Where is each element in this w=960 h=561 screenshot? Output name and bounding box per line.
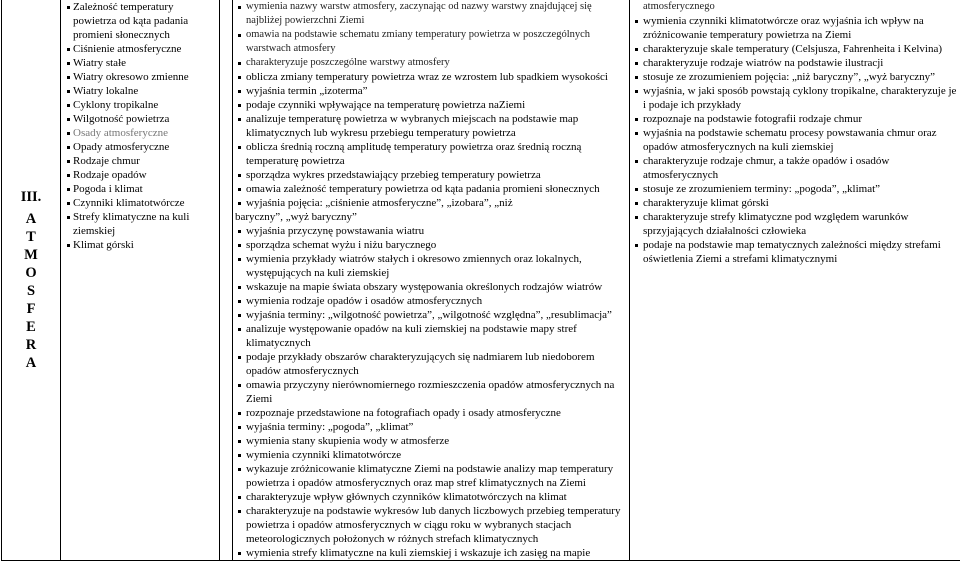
section-letter: M bbox=[24, 247, 38, 263]
requirement-item: wyjaśnia terminy: „wilgotność powietrza”, „wilgotność względna”, „resublimacja” bbox=[235, 308, 629, 322]
section-letter: S bbox=[26, 283, 36, 299]
topic-item: Ciśnienie atmosferyczne bbox=[65, 42, 219, 56]
curriculum-table bbox=[1, 0, 960, 561]
requirement-item: charakteryzuje skale temperatury (Celsjusza, Fahrenheita i Kelvina) bbox=[632, 42, 960, 56]
requirement-item: charakteryzuje rodzaje wiatrów na podstawie ilustracji bbox=[632, 56, 960, 70]
requirement-item: podaje przykłady obszarów charakteryzujących się nadmiarem lub niedoborem opadów atmosferycznych bbox=[235, 350, 629, 378]
requirement-item: wykazuje zróżnicowanie klimatyczne Ziemi na podstawie analizy map temperatury powietrza i opadów atmosferycznych oraz map stref klimatycznych na Ziemi bbox=[235, 462, 629, 490]
requirement-item: wyjaśnia na podstawie schematu procesy powstawania chmur oraz opadów atmosferycznych na kuli ziemskiej bbox=[632, 126, 960, 154]
section-letter: E bbox=[26, 319, 36, 335]
requirement-item: wymienia czynniki klimatotwórcze oraz wyjaśnia ich wpływ na zróżnicowanie temperatury powietrza na Ziemi bbox=[632, 14, 960, 42]
requirement-item: wyjaśnia przyczynę powstawania wiatru bbox=[235, 224, 629, 238]
requirement-item: wyjaśnia terminy: „pogoda”, „klimat” bbox=[235, 420, 629, 434]
requirement-item: charakteryzuje rodzaje chmur, a także opadów i osadów atmosferycznych bbox=[632, 154, 960, 182]
requirement-item: charakteryzuje wpływ głównych czynników klimatotwórczych na klimat bbox=[235, 490, 629, 504]
requirement-item: charakteryzuje poszczególne warstwy atmosfery bbox=[235, 56, 629, 70]
section-letter: A bbox=[25, 211, 37, 227]
requirement-item: rozpoznaje na podstawie fotografii rodzaje chmur bbox=[632, 112, 960, 126]
requirement-item: analizuje temperaturę powietrza w wybranych miejscach na podstawie map klimatycznych lub wykresu przebiegu temperatury powietrza bbox=[235, 112, 629, 140]
requirement-item: wymienia czynniki klimatotwórcze bbox=[235, 448, 629, 462]
topic-item: Cyklony tropikalne bbox=[65, 98, 219, 112]
requirement-item: atmosferycznego bbox=[643, 1, 715, 12]
topic-item: Opady atmosferyczne bbox=[65, 140, 219, 154]
requirement-item: wymienia przykłady wiatrów stałych i okresowo zmiennych oraz lokalnych, występujących na kuli ziemskiej bbox=[235, 252, 629, 280]
section-number: III. bbox=[20, 189, 42, 205]
table-row bbox=[2, 0, 960, 561]
topic-item: Rodzaje chmur bbox=[65, 154, 219, 168]
requirement-item: oblicza średnią roczną amplitudę temperatury powietrza oraz średnią roczną temperaturę powietrza bbox=[235, 140, 629, 168]
topic-item: Wiatry okresowo zmienne bbox=[65, 70, 219, 84]
topic-item: Wiatry stałe bbox=[65, 56, 219, 70]
topic-item: Zależność temperatury powietrza od kąta padania promieni słonecznych bbox=[65, 0, 219, 42]
requirement-item: rozpoznaje przedstawione na fotografiach opady i osady atmosferyczne bbox=[235, 406, 629, 420]
topic-item: Czynniki klimatotwórcze bbox=[65, 196, 219, 210]
requirement-item: wyjaśnia, w jaki sposób powstają cyklony tropikalne, charakteryzuje je i podaje ich przykłady bbox=[632, 84, 960, 112]
requirement-item: wymienia rodzaje opadów i osadów atmosferycznych bbox=[235, 294, 629, 308]
topic-item: Strefy klimatyczne na kuli ziemskiej bbox=[65, 210, 219, 238]
section-letter: R bbox=[25, 337, 37, 353]
section-letter: T bbox=[26, 229, 36, 245]
basic-requirements-list bbox=[233, 0, 629, 560]
topic-item: Rodzaje opadów bbox=[65, 168, 219, 182]
requirement-item: omawia na podstawie schematu zmiany temperatury powietrza w poszczególnych warstwach atmosfery bbox=[235, 28, 629, 56]
requirement-item: charakteryzuje strefy klimatyczne pod względem warunków sprzyjających działalności człowieka bbox=[632, 210, 960, 238]
requirement-continuation: baryczny”, „wyż baryczny” bbox=[235, 211, 357, 223]
requirement-item: wymienia strefy klimatyczne na kuli ziemskiej i wskazuje ich zasięg na mapie bbox=[235, 546, 629, 560]
requirement-item: wymienia stany skupienia wody w atmosferze bbox=[235, 434, 629, 448]
topic-item: Pogoda i klimat bbox=[65, 182, 219, 196]
requirement-item: analizuje występowanie opadów na kuli ziemskiej na podstawie mapy stref klimatycznych bbox=[235, 322, 629, 350]
requirement-item: omawia przyczyny nierównomiernego rozmieszczenia opadów atmosferycznych na Ziemi bbox=[235, 378, 629, 406]
requirement-item: charakteryzuje klimat górski bbox=[632, 196, 960, 210]
section-letter: O bbox=[25, 265, 37, 281]
requirement-item: wymienia nazwy warstw atmosfery, zaczynając od nazwy warstwy znajdującej się najbliżej powierzchni Ziemi bbox=[235, 0, 629, 28]
requirement-item: podaje na podstawie map tematycznych zależności między strefami oświetlenia Ziemi a strefami klimatycznymi bbox=[632, 238, 960, 266]
section-name-vertical bbox=[2, 210, 60, 372]
section-letter: A bbox=[25, 355, 37, 371]
empty-cell bbox=[220, 0, 233, 561]
section-title-cell bbox=[2, 0, 61, 561]
extended-requirements-cell bbox=[630, 0, 960, 561]
requirement-item: wskazuje na mapie świata obszary występowania określonych rodzajów wiatrów bbox=[235, 280, 629, 294]
topic-item: Klimat górski bbox=[65, 238, 219, 252]
requirement-item: wyjaśnia pojęcia: „ciśnienie atmosferyczne”, „izobara”, „niż bbox=[235, 196, 629, 210]
basic-requirements-cell bbox=[233, 0, 630, 561]
section-letter: F bbox=[26, 301, 36, 317]
topic-item: Wiatry lokalne bbox=[65, 84, 219, 98]
topic-item: Osady atmosferyczne bbox=[65, 126, 219, 140]
requirement-item: podaje czynniki wpływające na temperaturę powietrza naZiemi bbox=[235, 98, 629, 112]
requirement-item: sporządza wykres przedstawiający przebieg temperatury powietrza bbox=[235, 168, 629, 182]
topic-item: Wilgotność powietrza bbox=[65, 112, 219, 126]
extended-requirements-list bbox=[630, 0, 960, 266]
requirement-item: stosuje ze zrozumieniem terminy: „pogoda”, „klimat” bbox=[632, 182, 960, 196]
requirement-item: wyjaśnia termin „izoterma” bbox=[235, 84, 629, 98]
section-title bbox=[2, 188, 60, 372]
requirement-item: omawia zależność temperatury powietrza od kąta padania promieni słonecznych bbox=[235, 182, 629, 196]
requirement-item: charakteryzuje na podstawie wykresów lub danych liczbowych przebieg temperatury powietrza i opadów atmosferycznych w ciągu roku w wybranych stacjach meteorologicznych położonych w różnych strefach klimatycznych bbox=[235, 504, 629, 546]
requirement-item: oblicza zmiany temperatury powietrza wraz ze wzrostem lub spadkiem wysokości bbox=[235, 70, 629, 84]
requirement-item: stosuje ze zrozumieniem pojęcia: „niż baryczny”, „wyż baryczny” bbox=[632, 70, 960, 84]
topics-cell bbox=[61, 0, 220, 561]
topics-list bbox=[61, 0, 219, 252]
requirement-item: sporządza schemat wyżu i niżu barycznego bbox=[235, 238, 629, 252]
